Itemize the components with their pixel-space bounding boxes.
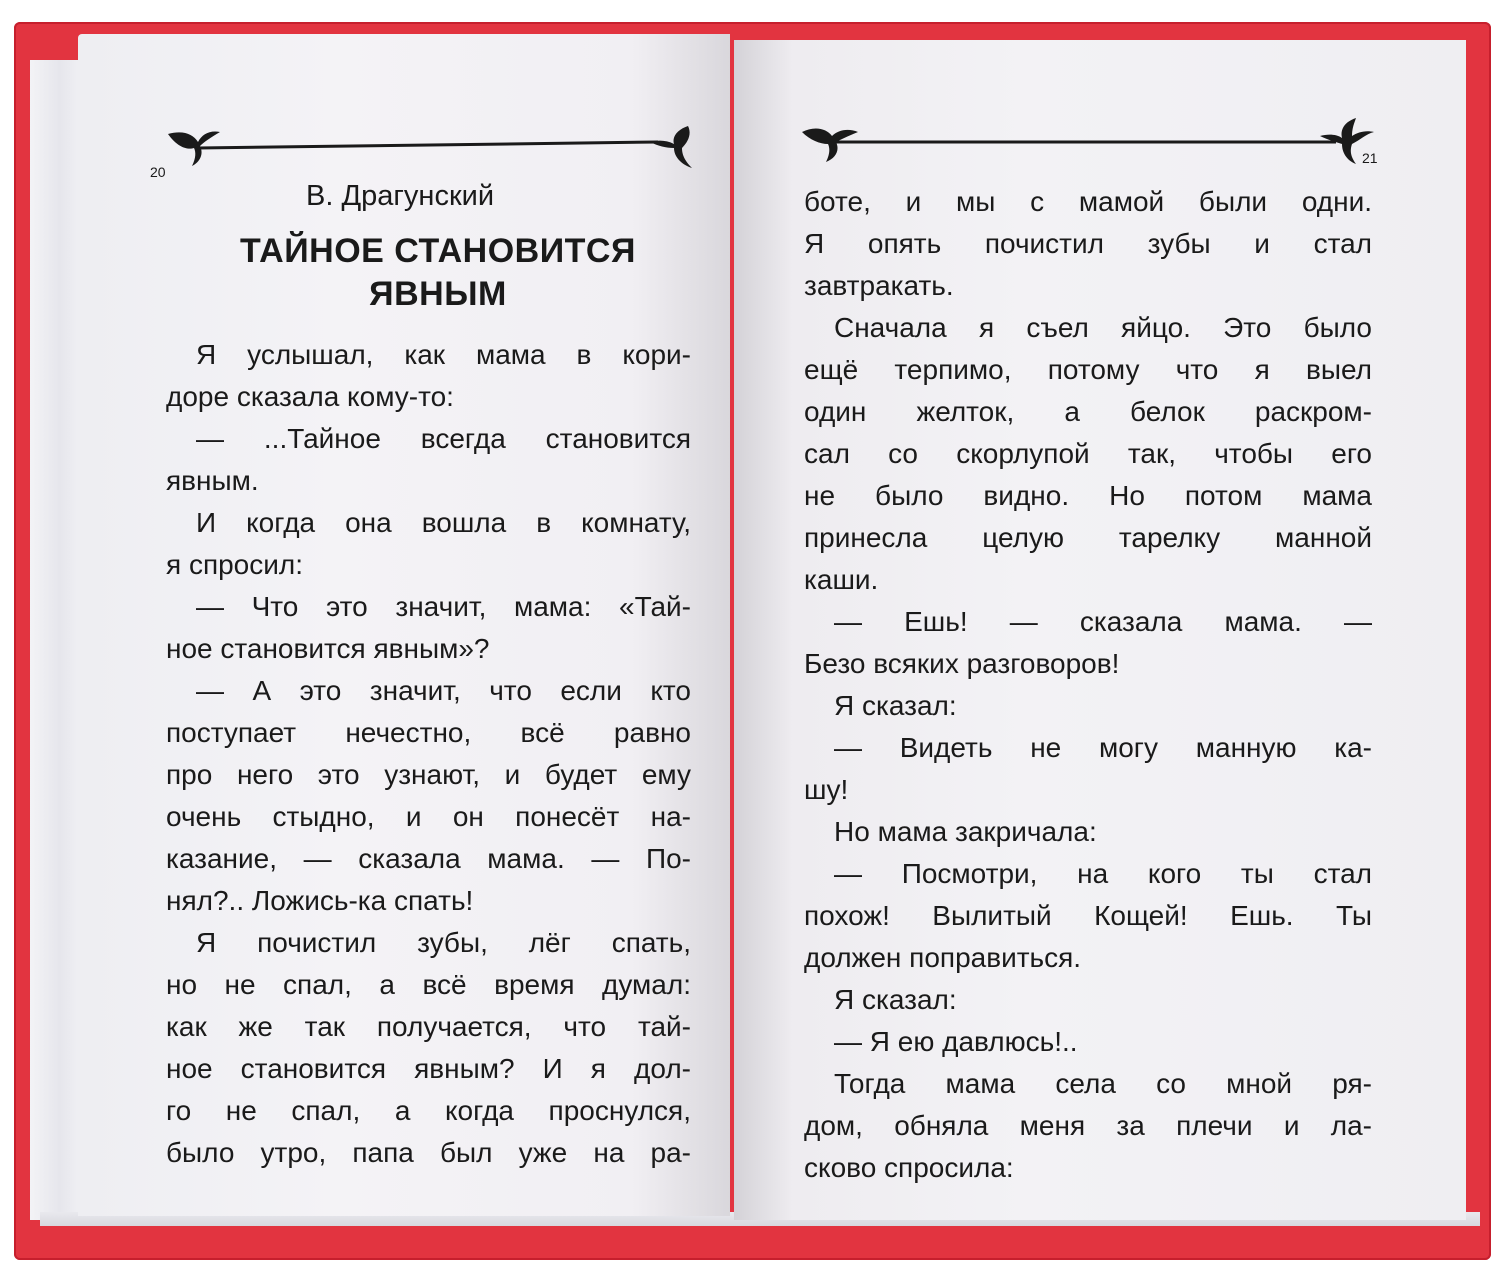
ornament-divider-left (158, 120, 698, 180)
page-number: 21 (1362, 150, 1378, 166)
text-line: — Посмотри, на кого ты стал (834, 858, 1372, 889)
text-line: завтракать. (804, 270, 954, 301)
text-line: Сначала я съел яйцо. Это было (834, 312, 1372, 343)
text-line: доре сказала кому-то: (166, 381, 454, 412)
text-line: Но мама закричала: (834, 816, 1097, 847)
text-line: казание, — сказала мама. — По- (166, 843, 691, 874)
text-line: поступает нечестно, всё равно (166, 717, 691, 748)
text-line: — Я ею давлюсь!.. (834, 1026, 1078, 1057)
text-line: Я сказал: (834, 690, 957, 721)
text-line: принесла целую тарелку манной (804, 522, 1372, 553)
story-title-line-2: ЯВНЫМ (369, 275, 507, 313)
text-line: Я почистил зубы, лёг спать, (196, 927, 691, 958)
text-line: было утро, папа был уже на ра- (166, 1137, 691, 1168)
text-line: Тогда мама села со мной ря- (834, 1068, 1372, 1099)
left-page (78, 34, 730, 1216)
page-number: 20 (150, 164, 166, 180)
text-line: сал со скорлупой так, чтобы его (804, 438, 1372, 469)
text-line: про него это узнают, и будет ему (166, 759, 691, 790)
text-line: боте, и мы с мамой были одни. (804, 186, 1372, 217)
story-title-line-1: ТАЙНОЕ СТАНОВИТСЯ (240, 232, 636, 270)
text-line: ещё терпимо, потому что я выел (804, 354, 1372, 385)
text-line: каши. (804, 564, 879, 595)
text-line: Я опять почистил зубы и стал (804, 228, 1372, 259)
text-line: шу! (804, 774, 849, 805)
author-name: В. Драгунский (306, 180, 495, 212)
text-line: дом, обняла меня за плечи и ла- (804, 1110, 1372, 1141)
text-line: нял?.. Ложись-ка спать! (166, 885, 474, 916)
text-line: Безо всяких разговоров! (804, 648, 1120, 679)
text-line: го не спал, а когда проснулся, (166, 1095, 691, 1126)
text-line: — Что это значит, мама: «Тай- (196, 591, 691, 622)
text-line: — ...Тайное всегда становится (196, 423, 691, 454)
ornament-divider-right (796, 114, 1380, 174)
text-line: как же так получается, что тай- (166, 1011, 691, 1042)
text-line: ное становится явным? И я дол- (166, 1053, 691, 1084)
text-line: сково спросила: (804, 1152, 1014, 1183)
text-line: Я услышал, как мама в кори- (196, 339, 691, 370)
text-line: я спросил: (166, 549, 304, 580)
text-line: один желток, а белок раскром- (804, 396, 1372, 427)
text-line: — А это значит, что если кто (196, 675, 691, 706)
text-line: похож! Вылитый Кощей! Ешь. Ты (804, 900, 1372, 931)
text-line: Я сказал: (834, 984, 957, 1015)
text-line: явным. (166, 465, 259, 496)
text-line: — Видеть не могу манную ка- (834, 732, 1372, 763)
right-page (734, 40, 1466, 1220)
text-line: должен поправиться. (804, 942, 1082, 973)
text-line: очень стыдно, и он понесёт на- (166, 801, 691, 832)
text-line: но не спал, а всё время думал: (166, 969, 691, 1000)
right-page-body (804, 181, 1372, 1189)
text-line: — Ешь! — сказала мама. — (834, 606, 1372, 637)
text-line: И когда она вошла в комнату, (196, 507, 691, 538)
text-line: не было видно. Но потом мама (804, 480, 1372, 511)
left-page-body (166, 334, 691, 1174)
text-line: ное становится явным»? (166, 633, 490, 664)
